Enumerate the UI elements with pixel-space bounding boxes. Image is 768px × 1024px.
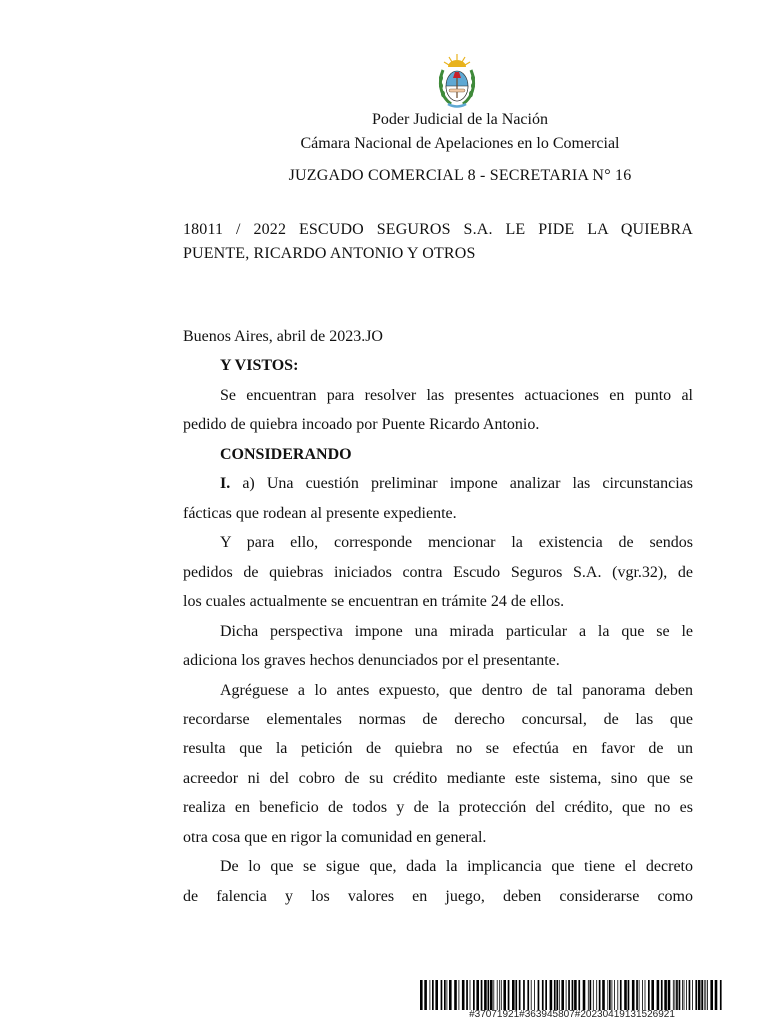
barcode-bar — [572, 980, 574, 1010]
paragraph-4-line-1: Dicha perspectiva impone una mirada particular a la que se le — [220, 623, 693, 640]
barcode-bar — [484, 980, 487, 1010]
barcode-bar — [481, 980, 483, 1010]
paragraph-5-line-6: otra cosa que en rigor la comunidad en general. — [183, 829, 487, 846]
barcode-text: #37071921#363945807#20230419131526921 — [469, 1009, 675, 1020]
barcode-bar — [664, 980, 667, 1010]
paragraph-1-line-2: pedido de quiebra incoado por Puente Ricardo Antonio. — [183, 416, 540, 433]
barcode-bar — [420, 980, 423, 1010]
barcode-bar — [499, 980, 500, 1010]
barcode-bar — [720, 980, 722, 1010]
barcode-bar — [673, 980, 674, 1010]
court-office: JUZGADO COMERCIAL 8 - SECRETARIA N° 16 — [288, 167, 632, 184]
barcode-bar — [534, 980, 535, 1010]
barcode-bar — [561, 980, 564, 1010]
barcode-bar — [527, 980, 529, 1010]
barcode-bar — [574, 980, 577, 1010]
paragraph-3-line-1: Y para ello, corresponde mencionar la existencia de sendos — [220, 534, 693, 551]
barcode-bar — [679, 980, 681, 1010]
barcode-bar — [523, 980, 525, 1010]
barcode-bar — [609, 980, 611, 1010]
barcode-bar — [707, 980, 708, 1010]
barcode-bar — [588, 980, 589, 1010]
barcode-bar — [657, 980, 660, 1010]
barcode-bar — [470, 980, 471, 1010]
paragraph-5-line-4: acreedor ni del cobro de su crédito mediante este sistema, sino que se — [183, 770, 693, 787]
barcode-bar — [661, 980, 663, 1010]
document-barcode — [418, 980, 726, 1022]
barcode-bar — [705, 980, 706, 1010]
paragraph-1-line-1: Se encuentran para resolver las presentes actuaciones en punto al — [220, 387, 693, 404]
paragraph-5-line-2: recordarse elementales normas de derecho concursal, de las que — [183, 711, 693, 728]
barcode-bars — [418, 980, 726, 1010]
barcode-bar — [701, 980, 703, 1010]
barcode-bar — [676, 980, 678, 1010]
barcode-bar — [542, 980, 544, 1010]
barcode-bar — [466, 980, 468, 1010]
barcode-bar — [596, 980, 597, 1010]
court-name: Poder Judicial de la Nación — [372, 111, 548, 128]
barcode-bar — [476, 980, 479, 1010]
barcode-bar — [628, 980, 630, 1010]
barcode-bar — [695, 980, 697, 1010]
barcode-bar — [554, 980, 556, 1010]
paragraph-4-line-2: adiciona los graves hechos denunciados por el presentante. — [183, 652, 560, 669]
barcode-bar — [689, 980, 691, 1010]
barcode-bar — [454, 980, 457, 1010]
barcode-bar — [639, 980, 640, 1010]
barcode-bar — [493, 980, 494, 1010]
barcode-bar — [473, 980, 475, 1010]
barcode-bar — [556, 980, 558, 1010]
barcode-bar — [593, 980, 594, 1010]
barcode-bar — [645, 980, 646, 1010]
paragraph-6-line-1: De lo que se sigue que, dada la implicancia que tiene el decreto — [220, 858, 693, 875]
case-title-line-2: PUENTE, RICARDO ANTONIO Y OTROS — [183, 245, 476, 262]
barcode-bar — [704, 980, 705, 1010]
barcode-bar — [578, 980, 580, 1010]
barcode-bar — [698, 980, 701, 1010]
barcode-bar — [686, 980, 687, 1010]
barcode-bar — [441, 980, 443, 1010]
barcode-bar — [620, 980, 622, 1010]
barcode-bar — [432, 980, 434, 1010]
barcode-bar — [503, 980, 506, 1010]
barcode-bar — [682, 980, 683, 1010]
barcode-bar — [590, 980, 592, 1010]
barcode-bar — [602, 980, 605, 1010]
date-line: Buenos Aires, abril de 2023.JO — [183, 328, 383, 345]
barcode-bar — [651, 980, 654, 1010]
barcode-bar — [568, 980, 570, 1010]
barcode-bar — [490, 980, 493, 1010]
paragraph-5-line-3: resulta que la petición de quiebra no se efectúa en favor de un — [183, 740, 693, 757]
barcode-bar — [545, 980, 547, 1010]
barcode-bar — [444, 980, 446, 1010]
barcode-bar — [550, 980, 553, 1010]
barcode-bar — [430, 980, 431, 1010]
barcode-bar — [508, 980, 510, 1010]
barcode-bar — [459, 980, 460, 1010]
barcode-bar — [559, 980, 560, 1010]
barcode-bar — [538, 980, 540, 1010]
barcode-bar — [668, 980, 671, 1010]
barcode-bar — [675, 980, 676, 1010]
barcode-bar — [447, 980, 448, 1010]
paragraph-5-line-1: Agréguese a lo antes expuesto, que dentro de tal panorama deben — [220, 682, 693, 699]
barcode-bar — [501, 980, 502, 1010]
barcode-bar — [566, 980, 567, 1010]
barcode-bar — [424, 980, 427, 1010]
barcode-bar — [710, 980, 713, 1010]
barcode-bar — [617, 980, 618, 1010]
barcode-bar — [519, 980, 521, 1010]
barcode-bar — [599, 980, 601, 1010]
case-title-line-1: 18011 / 2022 ESCUDO SEGUROS S.A. LE PIDE LA QUIEBRA — [183, 221, 693, 238]
barcode-bar — [462, 980, 465, 1010]
paragraph-2-line-1-text: a) Una cuestión preliminar impone analizar las circunstancias — [230, 475, 693, 492]
paragraph-2-line-2: fácticas que rodean al presente expediente. — [183, 505, 457, 522]
barcode-bar — [607, 980, 608, 1010]
barcode-bar — [515, 980, 517, 1010]
barcode-bar — [488, 980, 490, 1010]
considerando-heading: CONSIDERANDO — [220, 446, 352, 463]
barcode-bar — [614, 980, 615, 1010]
barcode-bar — [632, 980, 635, 1010]
barcode-bar — [449, 980, 452, 1010]
barcode-bar — [512, 980, 515, 1010]
barcode-bar — [648, 980, 650, 1010]
barcode-bar — [684, 980, 685, 1010]
barcode-bar — [583, 980, 586, 1010]
barcode-bar — [692, 980, 693, 1010]
coat-of-arms-icon — [437, 52, 477, 112]
barcode-bar — [624, 980, 627, 1010]
barcode-bar — [715, 980, 718, 1010]
vistos-heading: Y VISTOS: — [220, 357, 299, 374]
paragraph-3-line-3: los cuales actualmente se encuentran en trámite 24 de ellos. — [183, 593, 565, 610]
barcode-bar — [435, 980, 438, 1010]
paragraph-6-line-2: de falencia y los valores en juego, deben considerarse como — [183, 888, 693, 905]
case-title — [183, 218, 693, 266]
barcode-bar — [636, 980, 638, 1010]
chamber-name: Cámara Nacional de Apelaciones en lo Comercial — [300, 135, 620, 152]
paragraph-3-line-2: pedidos de quiebras iniciados contra Escudo Seguros S.A. (vgr.32), de — [183, 564, 693, 581]
paragraph-5-line-5: realiza en beneficio de todos y de la protección del crédito, que no es — [183, 799, 693, 816]
section-marker: I. — [220, 475, 231, 492]
barcode-bar — [531, 980, 532, 1010]
barcode-bar — [612, 980, 613, 1010]
barcode-bar — [497, 980, 498, 1010]
barcode-bar — [642, 980, 643, 1010]
paragraph-2-line-1 — [183, 469, 693, 493]
